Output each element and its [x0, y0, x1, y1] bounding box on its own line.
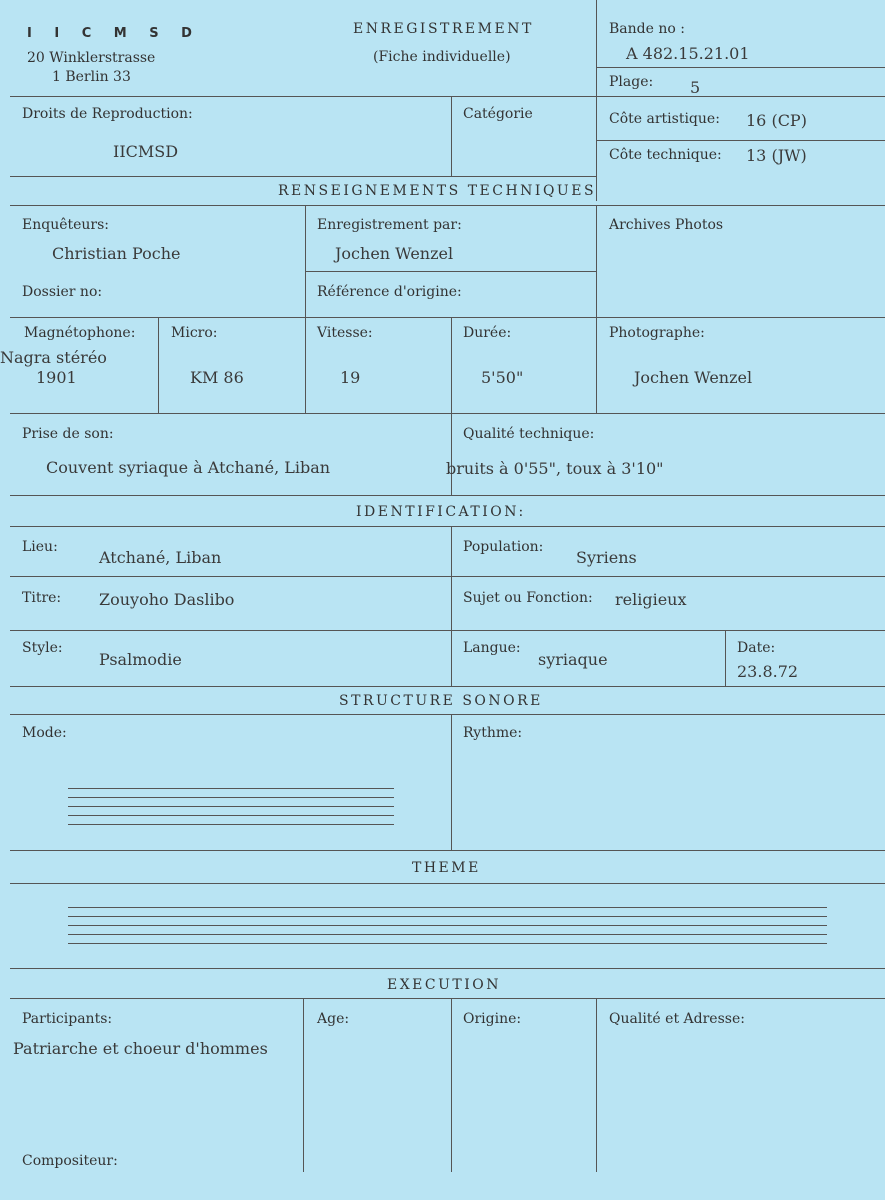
bande-value: A 482.15.21.01	[626, 44, 750, 63]
qualite-adresse-label: Qualité et Adresse:	[609, 1011, 745, 1027]
date-value: 23.8.72	[737, 662, 799, 681]
dossier-label: Dossier no:	[22, 284, 103, 300]
divider	[305, 271, 596, 272]
divider	[10, 998, 885, 999]
duree-label: Durée:	[463, 325, 512, 341]
micro-value: KM 86	[190, 368, 244, 387]
participants-value: Patriarche et choeur d'hommes	[13, 1039, 268, 1058]
staff-line	[68, 925, 827, 926]
enregistrement-value: Jochen Wenzel	[335, 244, 454, 263]
divider	[10, 526, 885, 527]
section-heading-identification: IDENTIFICATION:	[356, 504, 526, 520]
staff-line	[68, 907, 827, 908]
participants-label: Participants:	[22, 1011, 113, 1027]
staff-line	[68, 916, 827, 917]
divider	[596, 140, 885, 141]
divider	[451, 413, 452, 495]
cote-artistique-label: Côte artistique:	[609, 111, 720, 127]
magnetophone-value: 1901	[36, 368, 77, 387]
divider	[10, 576, 885, 577]
divider	[10, 968, 885, 969]
staff-line	[68, 797, 394, 798]
cote-technique-label: Côte technique:	[609, 147, 722, 163]
divider	[303, 998, 304, 1172]
style-value: Psalmodie	[99, 650, 182, 669]
divider	[10, 883, 885, 884]
divider	[451, 96, 452, 176]
divider	[596, 0, 597, 201]
titre-label: Titre:	[22, 590, 62, 606]
divider	[10, 317, 885, 318]
section-heading-theme: THEME	[412, 860, 481, 876]
enregistrement-label: Enregistrement par:	[317, 217, 462, 233]
divider	[10, 495, 885, 496]
staff-line	[68, 824, 394, 825]
staff-line	[68, 815, 394, 816]
form-title: ENREGISTREMENT	[353, 21, 534, 37]
photographe-label: Photographe:	[609, 325, 705, 341]
magnetophone-label: Magnétophone:	[24, 325, 136, 341]
reference-label: Référence d'origine:	[317, 284, 462, 300]
divider	[596, 205, 597, 413]
staff-line	[68, 943, 827, 944]
prise-de-son-label: Prise de son:	[22, 426, 114, 442]
section-heading-execution: EXECUTION	[387, 977, 502, 993]
cote-technique-value: 13 (JW)	[746, 146, 807, 165]
langue-label: Langue:	[463, 640, 521, 656]
duree-value: 5'50"	[481, 368, 524, 387]
origine-label: Origine:	[463, 1011, 522, 1027]
org-city: 1 Berlin 33	[52, 69, 131, 85]
population-label: Population:	[463, 539, 544, 555]
sujet-value: religieux	[615, 590, 687, 609]
mode-label: Mode:	[22, 725, 67, 741]
staff-line	[68, 788, 394, 789]
divider	[305, 205, 306, 413]
droits-label: Droits de Reproduction:	[22, 106, 193, 122]
categorie-label: Catégorie	[463, 106, 533, 122]
qualite-technique-label: Qualité technique:	[463, 426, 595, 442]
vitesse-label: Vitesse:	[317, 325, 373, 341]
divider	[10, 714, 885, 715]
vitesse-value: 19	[340, 368, 361, 387]
divider	[451, 526, 452, 686]
style-label: Style:	[22, 640, 63, 656]
divider	[158, 317, 159, 413]
photographe-value: Jochen Wenzel	[634, 368, 753, 387]
divider	[451, 317, 452, 413]
section-heading-technical: RENSEIGNEMENTS TECHNIQUES	[278, 183, 597, 199]
prise-de-son-value: Couvent syriaque à Atchané, Liban	[46, 458, 331, 477]
divider	[596, 998, 597, 1172]
langue-value: syriaque	[538, 650, 608, 669]
divider	[10, 686, 885, 687]
section-heading-structure: STRUCTURE SONORE	[339, 693, 543, 709]
staff-line	[68, 934, 827, 935]
qualite-technique-value: bruits à 0'55", toux à 3'10"	[446, 459, 664, 478]
date-label: Date:	[737, 640, 776, 656]
divider	[10, 205, 885, 206]
compositeur-label: Compositeur:	[22, 1153, 118, 1169]
lieu-label: Lieu:	[22, 539, 58, 555]
org-street: 20 Winklerstrasse	[27, 50, 156, 66]
sujet-label: Sujet ou Fonction:	[463, 590, 593, 606]
titre-value: Zouyoho Daslibo	[99, 590, 235, 609]
divider	[451, 714, 452, 850]
divider	[10, 850, 885, 851]
lieu-value: Atchané, Liban	[99, 548, 222, 567]
staff-line	[68, 806, 394, 807]
micro-label: Micro:	[171, 325, 218, 341]
divider	[10, 413, 885, 414]
form-subtitle: (Fiche individuelle)	[373, 49, 511, 65]
enqueteurs-label: Enquêteurs:	[22, 217, 110, 233]
rythme-label: Rythme:	[463, 725, 523, 741]
bande-label: Bande no :	[609, 21, 685, 37]
age-label: Age:	[317, 1011, 350, 1027]
divider	[10, 96, 885, 97]
enqueteurs-value: Christian Poche	[52, 244, 181, 263]
magnetophone-value: Nagra stéréo	[0, 348, 107, 367]
divider	[10, 176, 596, 177]
droits-value: IICMSD	[113, 142, 179, 161]
plage-value: 5	[690, 78, 701, 97]
divider	[10, 630, 885, 631]
divider	[451, 998, 452, 1172]
archives-photos-label: Archives Photos	[609, 217, 724, 233]
cote-artistique-value: 16 (CP)	[746, 111, 807, 130]
plage-label: Plage:	[609, 74, 654, 90]
population-value: Syriens	[576, 548, 637, 567]
divider	[596, 67, 885, 68]
divider	[725, 630, 726, 686]
org-name: I I C M S D	[27, 26, 201, 41]
